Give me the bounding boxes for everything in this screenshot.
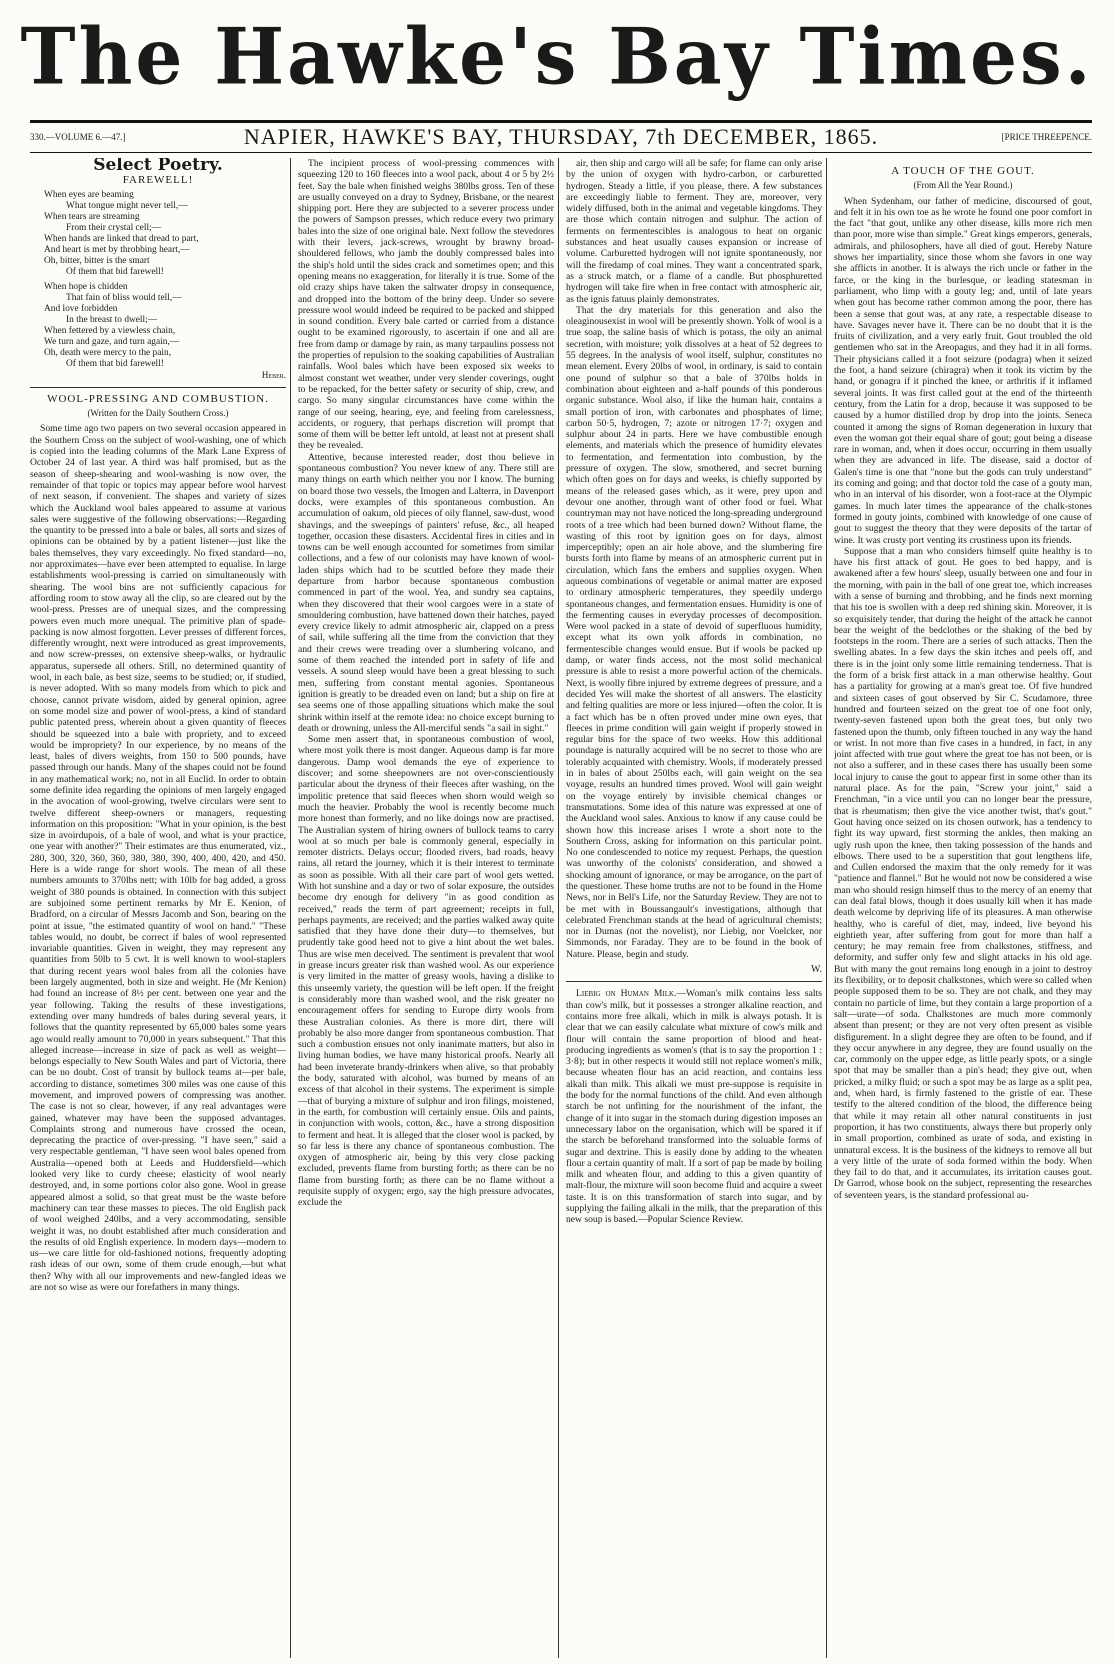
column-2 [298, 158, 554, 1658]
article-title-gout: A TOUCH OF THE GOUT. [891, 165, 1035, 177]
masthead-rule-top [30, 120, 1092, 123]
liebig-paragraph [566, 988, 822, 1225]
section-divider [566, 981, 822, 982]
column-rule [290, 158, 291, 1658]
poem-line: In the breast to dwell;— [66, 314, 158, 325]
poem-line: When tears are streaming [44, 211, 140, 222]
article-source-gout: (From All the Year Round.) [913, 180, 1013, 191]
article-paragraph: air, then ship and cargo will all be safe; for flame can only arise by the union of oxygen with hydro-carbon, or carburetted hydrogen. Steady a little, if you please, there. A few substances are exceedingly liable to ferment. They are, moreover, very widely diffused, both in the animal and vegetable kingdoms. They are those which contain nitrogen and sulphur. The action of ferments on fermentescibles is analogous to heat on organic substances and heat usually causes expansion or increase of volume. Carburetted hydrogen will not ignite spontaneously, nor will the firedamp of coal mines. They want a concentrated spark, as a struck match, or a flame of a candle. But phosphuretted hydrogen will take fire when in free contact with atmospheric air, as the ignis fatuus plainly demonstrates. [566, 158, 822, 305]
column-3 [566, 158, 822, 1658]
masthead-title: The Hawke's Bay Times. [20, 11, 1094, 103]
article-paragraph: That the dry materials for this generation and also the oleaginousexist in wool will be presently shown. Yolk of wool is a true soap, the saline basis of which is potass, the oily an animal secretion, with moisture; yolk dissolves at a heat of 52 degrees to 55 degrees. In the analysis of wool itself, sulphur, constitutes no mean element. Every 20lbs of wool, in ordinary, is said to contain one pound of sulphur so that a bale of 370lbs holds in combination about eighteen and a-half pounds of this ponderous organic substance. Wool also, if like the human hair, contains a small portion of iron, with carbonates and phosphates of lime; carbon 50·5, hydrogen, 7; azote or nitrogen 17·7; oxygen and sulphur about 24 in parts. Here we have combustible enough elements, and materials which the presence of humidity elevates to fermentation, and fermentation into combustion, by the pressure of oxygen. The slow, smothered, and secret burning which often goes on for days and weeks, is chiefly supported by means of the released gases which, as it were, prey upon and devour one another, through want of other food or fuel. What countryman may not have noticed the long-spreading underground roots of a tree which had been burned down? Without flame, the wasting of this root by ignition goes on for days, almost imperceptibly; open an air hole above, and the slumbering fire bursts forth into flame by means of an atmospheric current put in circulation, which fans the embers and supplies oxygen. When aqueous combinations of vegetable or animal matter are exposed to ordinary atmospheric temperatures, they speedily undergo spontaneous changes, and fermentation ensues. Humidity is one of the fermenting causes in everyday processes of decomposition. Were wool packed in a state of devoid of superfluous humidity, except what its own yolk affords in combination, no fermentescible changes would ensue. But if wools be packed up damp, or water finds access, not the most solid mechanical pressure is able to resist a more powerful action of the chemicals. Next, is woolly fibre injured by extreme degrees of pressure, and a decided Yes will make the shortest of all answers. The elasticity and felting qualities are more or less injured—often the color. It is a fact which has be n often proved under mine own eyes, that fleeces in prime condition will gain weight if properly stowed in regular bins for the space of two weeks. How this additional poundage is naturally acquired will be no secret to those who are tolerably acquainted with chemistry. Wools, if moderately pressed in in bales of about 250lbs each, will gain weight on the sea voyage, results an hundred times proved. Wool will gain weight on the voyage entirely by invisible chemical changes or transmutations. Some idea of this nature was expressed at one of the Auckland wool sales. Anxious to know if any cause could be shown how this increase arises I wrote a short note to the Southern Cross, asking for information on this particular point. No one condescended to notice my request. Perhaps, the question was unworthy of the colonists' consideration, and showed a shocking amount of ignorance, or may be arrogance, on the part of the questioner. These home truths are not to be found in the Home News, nor in Bell's Life, nor the Saturday Review. They are not to be met with in Boussangault's investigations, although that celebrated Frenchman stands at the head of agricultural chemists; nor in Dumas (not the novelist), nor Liebig, nor Voelcker, nor Simmonds, nor Faraday. They are to be found in the book of Nature. Please, begin and study. [566, 304, 822, 960]
article-paragraph: Suppose that a man who considers himself quite healthy is to have his first attack of gout. He goes to bed happy, and is awakened after a few hours' sleep, usually between one and four in the morning, with pain in the ball of one great toe, which increases with a sense of burning and throbbing, and he finds next morning that his toe is swollen with a deep red shining skin. Moreover, it is so exquisitely tender, that during the height of the attack he cannot bear the weight of the bedclothes or the shaking of the bed by footsteps in the room. There are a series of such attacks. Then the swelling abates. In a few days the skin itches and peels off, and there is in the joint only some little remaining tenderness. That is the form of a brisk first attack in a man otherwise healthy. Gout has a partiality for growing at a man's great toe. Of five hundred and sixteen cases of gout observed by Sir C. Scudamore, three hundred and fourteen seized on the great toe of one foot only, twenty-seven fastened upon both the great toes, but only two fastened upon the thumb, only fifteen touched in any way the hand or wrist. In not more than five cases in a hundred, in fact, in any joint affected with true gout where the great toe has not been, or is not also a sufferer, and in these cases there has usually been some local injury to cause the gout to appear first in some other than its natural place. As for the pain, "Screw your joint," said a Frenchman, "in a vice until you can no longer bear the pressure, that is rheumatism; then give the vice another twist, that's gout." Gout having once seized on its chosen outwork, has a tendency to fight its way upward, first storming the ankles, then making an ugly rush upon the knee, then taking possession of the hands and elbows. There used to be a superstition that gout lengthens life, and Cullen endorsed the maxim that the only remedy for it was "patience and flannel." But he would not now be considered a wise man who should resign himself thus to the mercy of an enemy that can deal fatal blows, though it does usually kill when it has made death welcome by depriving life of its pleasures. A man otherwise healthy, who is careful of diet, may, indeed, live beyond his eightieth year, after suffering from gout for more than half a century; he may remain free from chalkstones, stiffness, and deformity, and suffer only few and slight attacks in his old age. But with many the gout remains long enough in a joint to destroy its flexibility, or to deposit chalkstones, which were so called when people supposed them to be so. They are not chalk, and they may contain no particle of lime, but they contain a large proportion of a salt—urate—of soda. Chalkstones are much more commonly absent than present; or they are not very often present as visible disfigurement. In a slight degree they are often to be found, and if they occur anywhere in any degree, they are found usually on the car, commonly on the upper edge, as little pearly spots, or a single spot that may be smaller than a pin's head; they give out, when pricked, a milky fluid; or such a spot may be as large as a split pea, and, when hard, is firmly fastened to the gristle of ear. These testify to the altered condition of the blood, the difference being that while it may retain all other natural constituents in just proportion, it has two constituents, always there but properly only in small proportion, combined as urate of soda, and existing in unnatural excess. It is the business of the kidneys to remove all but a very little of the urate of soda formed within the body. When they fail to do that, and it accumulates, its irritation causes gout. Dr Garrod, whose book on the subject, representing the researches of seventeen years, is the standard professional au- [834, 545, 1092, 1201]
poem-line: What tongue might never tell,— [66, 200, 188, 211]
poem-line: When fettered by a viewless chain, [44, 325, 176, 336]
column-4 [834, 158, 1092, 1658]
poem-signature: Heber. [261, 369, 286, 380]
issue-number: 330.—VOLUME 6.—47.] [30, 132, 126, 142]
article-paragraph: Some men assert that, in spontaneous combustion of wool, where most yolk there is most danger. Aqueous damp is far more dangerous. Damp wool demands the eye of experience to discover; and some sheepowners are not over-conscientiously particular about the dryness of their fleeces after washing, on the impolitic pretence that said fleeces when shorn would weigh so much the heavier. Probably the wool is recently become much more honest than formerly, and no like doings now are practised. The Australian system of hiring owners of bullock teams to carry wool at so much per bale is commonly general, especially in remoter districts. Delays occur; flooded rivers, bad roads, heavy rains, all retard the journey, which it is their interest to terminate as soon as possible. With all their care part of wool gets wetted. With hot sunshine and a day or two of solar exposure, the outsides become dry enough for delivery "in as good condition as received," reads the term of part agreement; receipts in full, perhaps payments, are received; and the parties walked away quite satisfied that they have done their duty—to themselves, but prudently take good heed not to give a hint about the wet bales. Thus are wise men deceived. The sentiment is prevalent that wool in grease incurs greater risk than washed wool. As our experience is very limited in the matter of greasy wools, having a dislike to this unseemly variety, the question will be left open. If the freight is considerably more than washed wool, and the risk greater no encouragement offers for sending to Europe dirty wools from these Australian colonies. As there is more dirt, there will probably be also more danger from spontaneous combustion. That such a combustion ensues not only inanimate matters, but also in living human bodies, we have many historical proofs. Nearly all had been inveterate brandy-drinkers when alive, so that probably the body, saturated with alcohol, was burned by means of an excess of that alcohol in their systems. The experiment is simple—that of burying a mixture of sulphur and iron filings, moistened, in the earth, for combustion will certainly ensue. Oils and paints, in conjunction with wools, cotton, &c., have a strong disposition to ferment and heat. It is alleged that the closer wool is packed, by so far less is there any chance of spontaneous combustion. The oxygen of atmospheric air, being by this very close packing excluded, prevents flame from bursting forth; as there can be no flame from bursting forth; as there can be no flame without a requisite supply of oxygen; ergo, say the high pressure advocates, exclude the [298, 734, 554, 1209]
article-signature: W. [810, 964, 822, 976]
poem-line: Of them that bid farewell! [66, 358, 164, 369]
poem-line: When hands are linked that dread to part, [44, 233, 199, 244]
poem-line: That fain of bliss would tell,— [66, 292, 182, 303]
poem-line: When eyes are beaming [44, 189, 134, 200]
poem-title: FAREWELL! [122, 174, 194, 187]
dateline [30, 124, 1092, 150]
poem-line: And heart is met by throbbing heart,— [44, 244, 190, 255]
article-title-wool: WOOL-PRESSING AND COMBUSTION. [47, 392, 269, 405]
poem-line: Of them that bid farewell! [66, 266, 164, 277]
poem-line: We turn and gaze, and turn again,— [44, 336, 180, 347]
article-paragraph: Some time ago two papers on two several occasion appeared in the Southern Cross on the subject of wool-washing, one of which is copied into the leading columns of the Mark Lane Express of October 24 of last year. A third was half promised, but as the season of sheep-shearing and wool-washing is now over, the remainder of that topic or topics may appear before wool harvest of next season, if convenient. The shapes and variety of sizes which the Auckland wool bales appeared to assume at various sales were suggestive of the following observations:—Regarding the quantity to be pressed into a bale or bales, all sorts and sizes of opinions can be obtained by by a patient listener—just like the bales themselves, they vary exceedingly. No fixed standard—no, nor approximates—have ever been attempted to equalise. In large establishments wool-pressing is carried on simultaneously with shearing. The wool bins are not sufficiently capacious for affording room to stow away all the clip, so are cleared out by the wool-press. Presses are of unequal sizes, and the compressing powers even much more unequal. The primitive plan of spade-packing is now almost forgotten. Lever presses of different forces, differently wrought, next were introduced as great improvements, and now screw-presses, on extensive sheep-walks, or hydraulic apparatus, supersede all others. Still, no determined quantity of wool, in each bale, as best size, seems to be studied; or, if studied, is never adopted. With so many models from which to pick and choose, cannot private wisdom, aided by general opinion, agree on some model size and power of wool-press, a kind of standard public patented press, wherein about a given quantity of fleeces should be squeezed into a bale with propriety, and to exceed would be impropriety? In our experience, by no means of the least, bales of divers weights, from 150 to 500 pounds, have passed through our hands. Many of the shapes could not be found in any mathematical work; no, not in all Euclid. In order to obtain some definite idea regarding the opinions of men largely engaged in the avocation of wool-growing, twelve circulars were sent to twelve different sheep-owners or managers, requesting information on this proposition: "What in your opinion, is the best size in avoirdupois, of a bale of wool, and what is your practice, one year with another?" Their estimates are thus enumerated, viz., 280, 300, 320, 360, 360, 380, 380, 390, 400, 400, 420, and 450. Here is a wide range for short wools. The mean of all these numbers amounts to 370lbs nett; with 10lb for bag added, a gross weight of 380 pounds is obtained. In connection with this subject are subjoined some pertinent remarks by Mr E. Kenion, of Bradford, on a circular of Messrs Jacomb and Son, bearing on the point at issue, "the estimated quantity of wool on hand." "These tables would, no doubt, be correct if bales of wool represented invariable quantities. Given in weight, they may represent any quantities from 50lb to 5 cwt. It is well known to wool-staplers that during recent years wool bales from all the colonies have been largely augmented, both in size and weight. He (Mr Kenion) had found an increase of 8½ per cent. between one year and the year following. Taking the results of these investigations, extending over many hundreds of bales during several years, it follows that the quantity represented by 65,000 bales some years ago would really amount to 70,000 in years subsequent." That this alleged increase—increase in size of pack as well as weight—belongs especially to New South Wales and part of Victoria, there can be no doubt. Cost of transit by bullock teams at—per bale, according to distance, sometimes 300 miles was one cause of this movement, and improved powers of compressing was another. The case is not so clear, however, if any real advantages were gained, whatever may have been the supposed advantages. Complaints strong and numerous have crossed the ocean, deprecating the practice of over-pressing. "I have seen," said a very respectable gentleman, "I have seen wool bales opened from Australia—opened both at Leeds and Huddersfield—which looked very like to curdy cheese; elasticity of wool nearly destroyed, and, in some portions color also gone. Wool in grease appeared almost a solid, so that great must be the waste before machinery can tear these masses to pieces. The old English pack of wool weighed 240lbs, and a very accommodating, sensible weight it was, no doubt established after much consideration and the results of old English experience. In modern days—modern to us—we care little for old-fashioned notions, frequently adopting rash ideas of our own, some of them crude enough,—but what then? Why with all our improvements and new-fangled ideas we are not so wise as were our forefathers in many things. [30, 423, 286, 1294]
poem-line: From their crystal cell;— [66, 222, 162, 233]
poem-line: When hope is chidden [44, 281, 128, 292]
price: [PRICE THREEPENCE. [1001, 132, 1092, 142]
liebig-body: —Woman's milk contains less salts than cow's milk, but it possesses a stronger alkaline reaction, and contains more free alkali, which in milk is always potash. It is clear that we can easily calculate what mixture of cow's milk and flour will contain the same proportion of blood and heat-producing ingredients as women's (that is to say the proportion 1 : 3·8); but in other respects it would still not replace women's milk, because wheaten flour has an acid reaction, and contains less alkali than milk. This alkali we must pre-suppose is requisite in the body for the normal functions of the child. And even although starch be not unfitting for the nourishment of the infant, the change of it into sugar in the stomach during digestion imposes an unnecessary labor on the organisation, which will be spared it if the starch be beforehand transformed into the soluable forms of sugar and dextrine. This is easily done by adding to the wheaten flour a certain quantity of malt. If a sort of pap be made by boiling milk and wheaten flour, and adding to this a given quantity of malt-flour, the mixture will soon become fluid and acquire a sweet taste. It is on this transformation of starch into sugar, and by supplying the failing alkali in the milk, that the preparation of this new soup is based.—Popular Science Review. [566, 988, 822, 1226]
dateline-rule-bottom [30, 152, 1092, 153]
article-paragraph: When Sydenham, our father of medicine, discoursed of gout, and felt it in his own toe as he wrote he found one poor comfort in the fact "that gout, unlike any other disease, kills more rich men than poor, more wise than simple." Great kings emperors, generals, admirals, and philosophers, have all died of gout. Hereby Nature shows her impartiality, since those whom she favors in one way she afflicts in another. It is always the rich uncle or father in the farce, or the king in the burlesque, or leading statesman in parliament, who limp with a gouty leg; and, until of late years when gout has become rather common among the poor, there has been a sense that gout was, at any rate, a respectable disease to have. Savages never have it. There can be no doubt that it is the fruits of civilization, and a very early fruit. Gout troubled the old gentlemen who sat in the Areopagus, and they had it in all forms. Their physicians called it a foot seizure (podagra) when it seized the foot, a hand seizure (chiragra) when it took its victim by the hand, or gonagra if it pinched the knee, or arthritis if it inflamed several joints. It was first called gout at the end of the thirteenth century, from the Latin for a drop, because it was supposed to be caused by a humor distilled drop by drop into the joints. Seneca counted it among the signs of Roman degeneration in luxury that even the woman got their equal share of gout; gout being a disease rare in woman, and, when it does occur, occurring in them usually when they are advanced in life. The disease, said a doctor of Galen's time is one that "none but the gods can truly understand" its coming and going; and that doctor told the case of a gouty man, who in an interval of his disorder, won a foot-race at the Olympic games. In much later times the appearance of the chalk-stones formed in gouty joints, combined with knowledge of one cause of gout to suggest the theory that they were deposits of the tartar of wine. It was crusty port venting its crustiness upon its friends. [834, 195, 1092, 546]
poetry-heading: Select Poetry. [93, 158, 223, 175]
poem-line: Oh, death were mercy to the pain, [44, 347, 172, 358]
column-1 [30, 158, 286, 1658]
article-paragraph: Attentive, because interested reader, dost thou believe in spontaneous combustion? You never knew of any. There still are many things on earth which neither you nor I know. The burning on board those two vessels, the Imogen and Lalterra, in Davenport docks, were examples of this spontaneous combustion. An accumulation of oakum, old pieces of oily flannel, saw-dust, wood shavings, and the sweepings of painters' refuse, &c., all heaped together, occasion these disasters. Accidental fires in cities and in towns can be well enough accounted for sometimes from similar collections, and a few of our colonists may have known of wool-laden ships which had to be scuttled before they made their departure from harbor because spontaneous combustion commenced in part of the wool. Yea, and sundry sea captains, when they discovered that their wool cargoes were in a state of smouldering combustion, have battened down their hatches, payed every crevice likely to admit atmospheric air, clapped on a press of sail, while suffering all the time from the conviction that they and their crews were treading over a slumbering volcano, and some of them reached the intended port in safety of life and vessels. A sound sleep would have been a great blessing to such men, suffering from constant mental agonies. Spontaneous ignition is greatly to be dreaded even on land; but a ship on fire at sea seems one of those appalling situations which make the soul shrink within itself at the remote idea: no choice except burning to death or drowning, unless the All-merciful sends "a sail in sight." [298, 451, 554, 734]
article-source-wool: (Written for the Daily Southern Cross.) [87, 408, 229, 419]
poem-line: Oh, bitter, bitter is the smart [44, 255, 150, 266]
column-rule [826, 158, 827, 1658]
poem [30, 190, 286, 370]
column-rule [558, 158, 559, 1658]
place-date: NAPIER, HAWKE'S BAY, THURSDAY, 7th DECEMBER, 1865. [243, 124, 879, 149]
article-paragraph: The incipient process of wool-pressing commences with squeezing 120 to 160 fleeces into a wool pack, about 4 or 5 by 2½ feet. Say the bale when finished weighs 380lbs gross. Ten of these are usually conveyed on a dray to Sydney, Brisbane, or the nearest shipping port. Here they are subjected to a severer process under the powers of Sampson presses, which reduce every two primary bales into the size of one original bale. Next follow the stevedores with their levers, jack-screws, wrought by brawny broad-shouldered fellows, who jamb the doubly compressed bales into the ship's hold until the sides crack and sometimes open; and this opening means no exaggeration, for literally it is true. Some of the old crazy ships have taken the saltwater dropsy in consequence, and dropped into the bottom of the briny deep. Under so severe pressure wool would indeed be required to be packed and shipped in sound condition. Every bale carted or carried from a distance ought to be examined rigorously, to ascertain if one and all are free from damp or damage by rain, as many tarpaulins possess not the properties of repulsion to the soaking capabilities of Australian rainfalls. Wool bales which have been exposed six weeks to almost constant wet weather, under very slender coverings, ought to be repacked, for the better safety or security of ship, crew, and cargo. So many singular circumstances have come within the range of our seeing, hearing, eye, and feeling from carelessness, accidents, or roguery, that perhaps discretion will prompt that some of them will be better left untold, at least not at present shall they be revealed. [298, 158, 554, 452]
section-divider [30, 387, 286, 388]
liebig-lead: Liebig on Human Milk. [576, 988, 677, 1000]
poem-line: And love forbidden [44, 303, 118, 314]
